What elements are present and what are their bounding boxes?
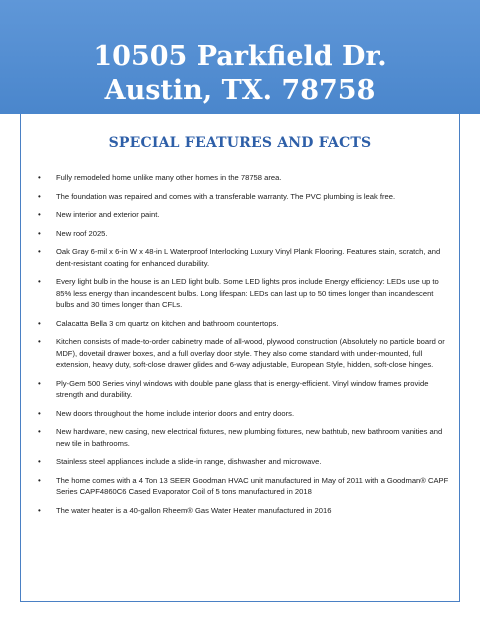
address-line-1: 10505 Parkfield Dr. [93, 41, 387, 72]
list-item: • Stainless steel appliances include a slide-in range, dishwasher and microwave. [38, 456, 450, 468]
list-item: • Calacatta Bella 3 cm quartz on kitchen and bathroom countertops. [38, 318, 450, 330]
list-item: • New doors throughout the home include interior doors and entry doors. [38, 408, 450, 420]
header-banner [0, 0, 480, 114]
section-title: SPECIAL FEATURES AND FACTS [108, 135, 372, 151]
list-item: • The water heater is a 40-gallon Rheem® Gas Water Heater manufactured in 2016 [38, 505, 450, 517]
list-item: • New roof 2025. [38, 228, 450, 240]
list-item: • Oak Gray 6-mil x 6-in W x 48-in L Waterproof Interlocking Luxury Vinyl Plank Flooring. Features stain, scratch, and dent-resistant coating for enhanced durability. [38, 246, 450, 269]
list-item: • Every light bulb in the house is an LED light bulb. Some LED lights pros include Energy efficiency: LEDs use up to 85% less energy than incandescent bulbs. Long lifespan: LEDs can last up to 50 times longer than incandescent bulbs and 30 times longer than CFLs. [38, 276, 450, 311]
list-item: • New hardware, new casing, new electrical fixtures, new plumbing fixtures, new bathtub, new bathroom vanities and new tile in bathrooms. [38, 426, 450, 449]
list-item: • Ply-Gem 500 Series vinyl windows with double pane glass that is energy-efficient. Vinyl window frames provide strength and durability. [38, 378, 450, 401]
list-item: • The foundation was repaired and comes with a transferable warranty. The PVC plumbing is leak free. [38, 191, 450, 203]
list-item: • Fully remodeled home unlike many other homes in the 78758 area. [38, 172, 450, 184]
list-item: • New interior and exterior paint. [38, 209, 450, 221]
list-item: • Kitchen consists of made-to-order cabinetry made of all-wood, plywood construction (Absolutely no particle board or MDF), dovetail drawer boxes, and a full overlay door style. They also come standard with under-mounted, full extension, heavy duty, soft-close drawer glides and 6-way adjustable, European Style, hidden, soft-close hinges. [38, 336, 450, 371]
address-line-2: Austin, TX. 78758 [104, 75, 376, 106]
features-list [38, 172, 450, 516]
list-item: • The home comes with a 4 Ton 13 SEER Goodman HVAC unit manufactured in May of 2011 with a Goodman® CAPF Series CAPF4860C6 Cased Evaporator Coil of 5 tons manufactured in 2018 [38, 475, 450, 498]
